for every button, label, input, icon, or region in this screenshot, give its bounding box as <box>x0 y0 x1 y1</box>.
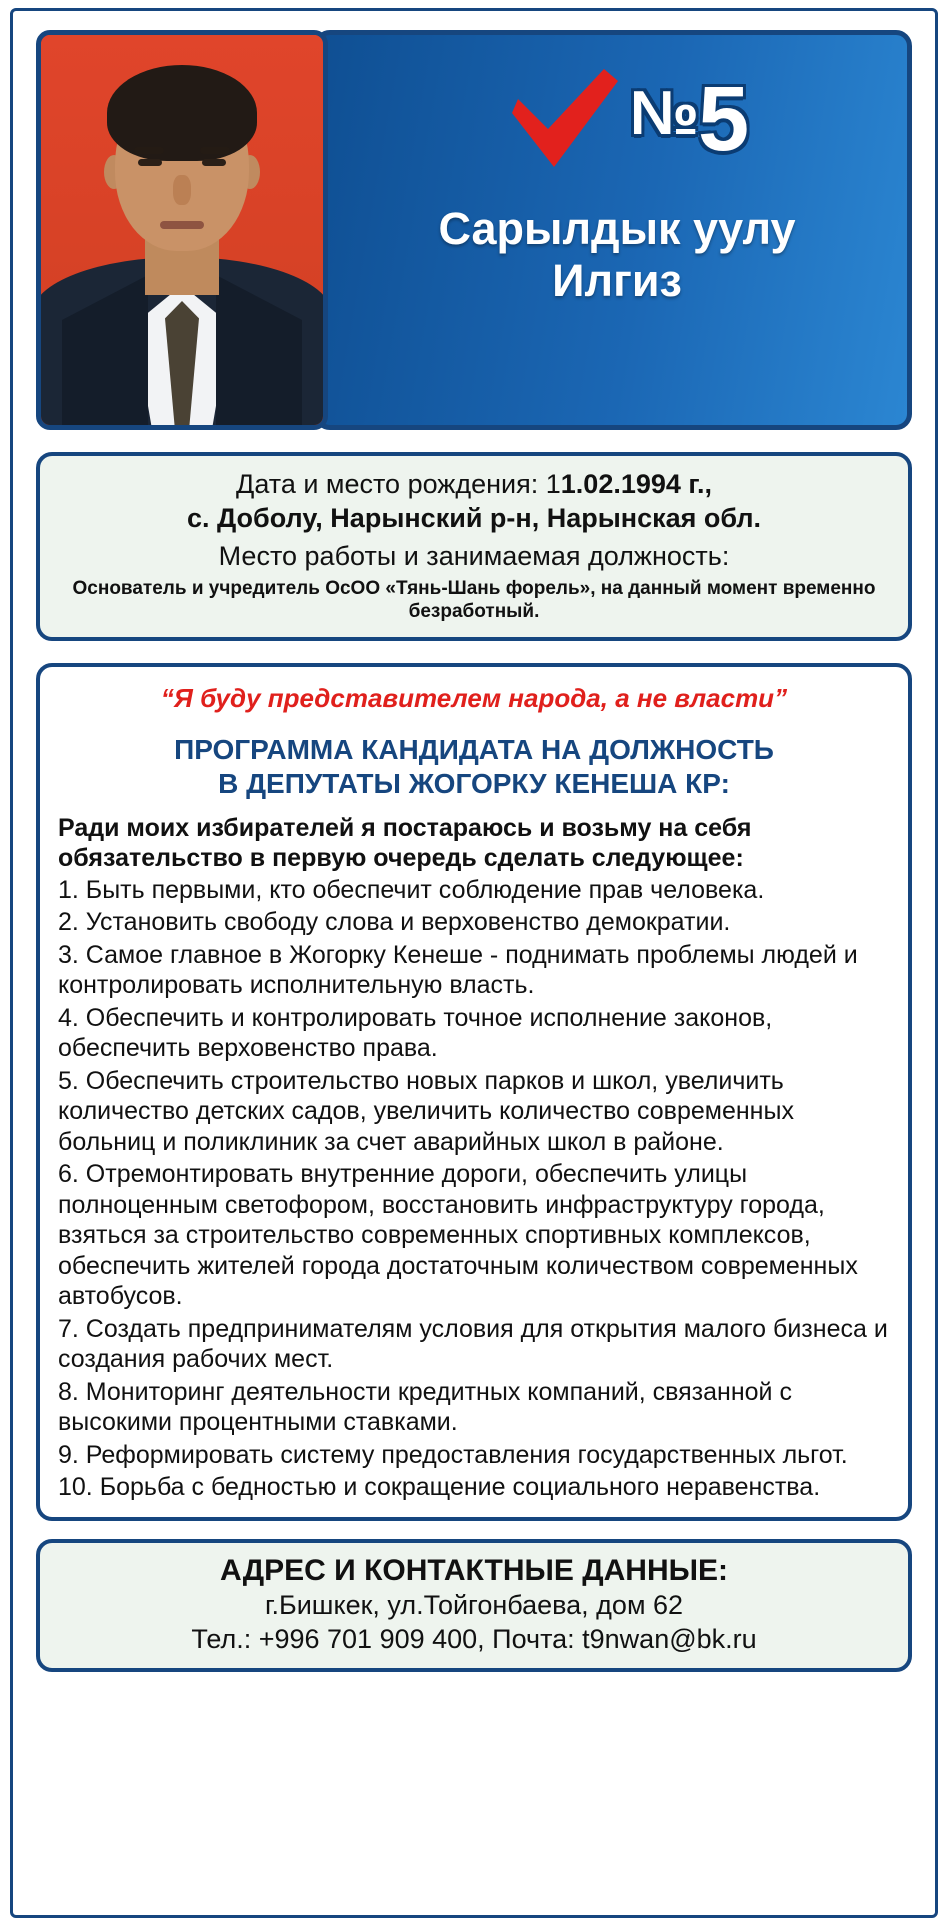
candidate-name-line2: Илгиз <box>552 255 682 307</box>
birth-label: Дата и место рождения: 1 <box>236 469 561 499</box>
checkmark-icon <box>504 67 624 171</box>
work-value: Основатель и учредитель ОсОО «Тянь-Шань форель», на данный момент временно безработный. <box>72 577 876 622</box>
program-item: 5. Обеспечить строительство новых парков и школ, увеличить количество детских садов, увеличить количество современных больниц и поликлиник за счет аварийных школ в районе. <box>58 1066 794 1156</box>
portrait-brow-right <box>200 147 230 154</box>
photo-background <box>41 35 323 425</box>
program-item: 6. Отремонтировать внутренние дороги, обеспечить улицы полноценным светофором, восстановить инфраструктуру города, взяться за строительство современных спортивных комплексов, обеспечить жителей города достаточным количеством современных автобусов. <box>58 1160 858 1311</box>
program-item: 7. Создать предпринимателям условия для открытия малого бизнеса и создания рабочих мест. <box>58 1314 888 1374</box>
candidate-name <box>345 203 907 307</box>
candidate-number <box>629 68 749 170</box>
program-item: 1. Быть первыми, кто обеспечит соблюдение прав человека. <box>58 875 765 904</box>
portrait-nose <box>173 175 191 205</box>
banner-number-row <box>345 35 907 203</box>
contacts-phone-email: Тел.: +996 701 909 400, Почта: t9nwan@bk.ru <box>191 1623 757 1654</box>
portrait-hair <box>107 65 257 161</box>
birth-place: с. Доболу, Нарынский р-н, Нарынская обл. <box>186 503 762 534</box>
work-label: Место работы и занимаемая должность: <box>218 541 730 572</box>
contacts-address: г.Бишкек, ул.Тойгонбаева, дом 62 <box>264 1589 684 1620</box>
program-title-line1: ПРОГРАММА КАНДИДАТА НА ДОЛЖНОСТЬ <box>174 733 774 765</box>
birth-date: 1.02.1994 г., <box>560 469 712 499</box>
number-value: 5 <box>697 68 749 170</box>
program-item: 4. Обеспечить и контролировать точное исполнение законов, обеспечить верховенство права. <box>58 1003 773 1063</box>
program-item: 9. Реформировать систему предоставления государственных льгот. <box>58 1440 848 1469</box>
portrait-eye-left <box>138 159 162 166</box>
candidate-name-line1: Сарылдык уулу <box>438 203 796 254</box>
contacts-title: АДРЕС И КОНТАКТНЫЕ ДАННЫЕ: <box>220 1553 728 1587</box>
portrait-mouth <box>160 221 204 229</box>
candidate-photo <box>36 30 328 430</box>
number-sign: № <box>629 79 698 148</box>
program-item: 8. Мониторинг деятельности кредитных компаний, связанной с высокими процентными ставками. <box>58 1377 792 1437</box>
candidate-banner <box>314 30 912 430</box>
portrait-eye-right <box>202 159 226 166</box>
header <box>36 30 912 430</box>
campaign-slogan: “Я буду представителем народа, а не власти” <box>160 683 788 714</box>
program-item: 10. Борьба с бедностью и сокращение социального неравенства. <box>58 1473 821 1502</box>
program-item: 3. Самое главное в Жогорку Кенеше - поднимать проблемы людей и контролировать исполнительную власть. <box>58 940 858 1000</box>
program-title-line2: В ДЕПУТАТЫ ЖОГОРКУ КЕНЕША КР: <box>218 767 730 799</box>
program-lead: Ради моих избирателей я постараюсь и возьму на себя обязательство в первую очередь сделать следующее: <box>58 813 752 872</box>
program-item: 2. Установить свободу слова и верховенство демократии. <box>58 908 731 937</box>
portrait-brow-left <box>134 147 164 154</box>
